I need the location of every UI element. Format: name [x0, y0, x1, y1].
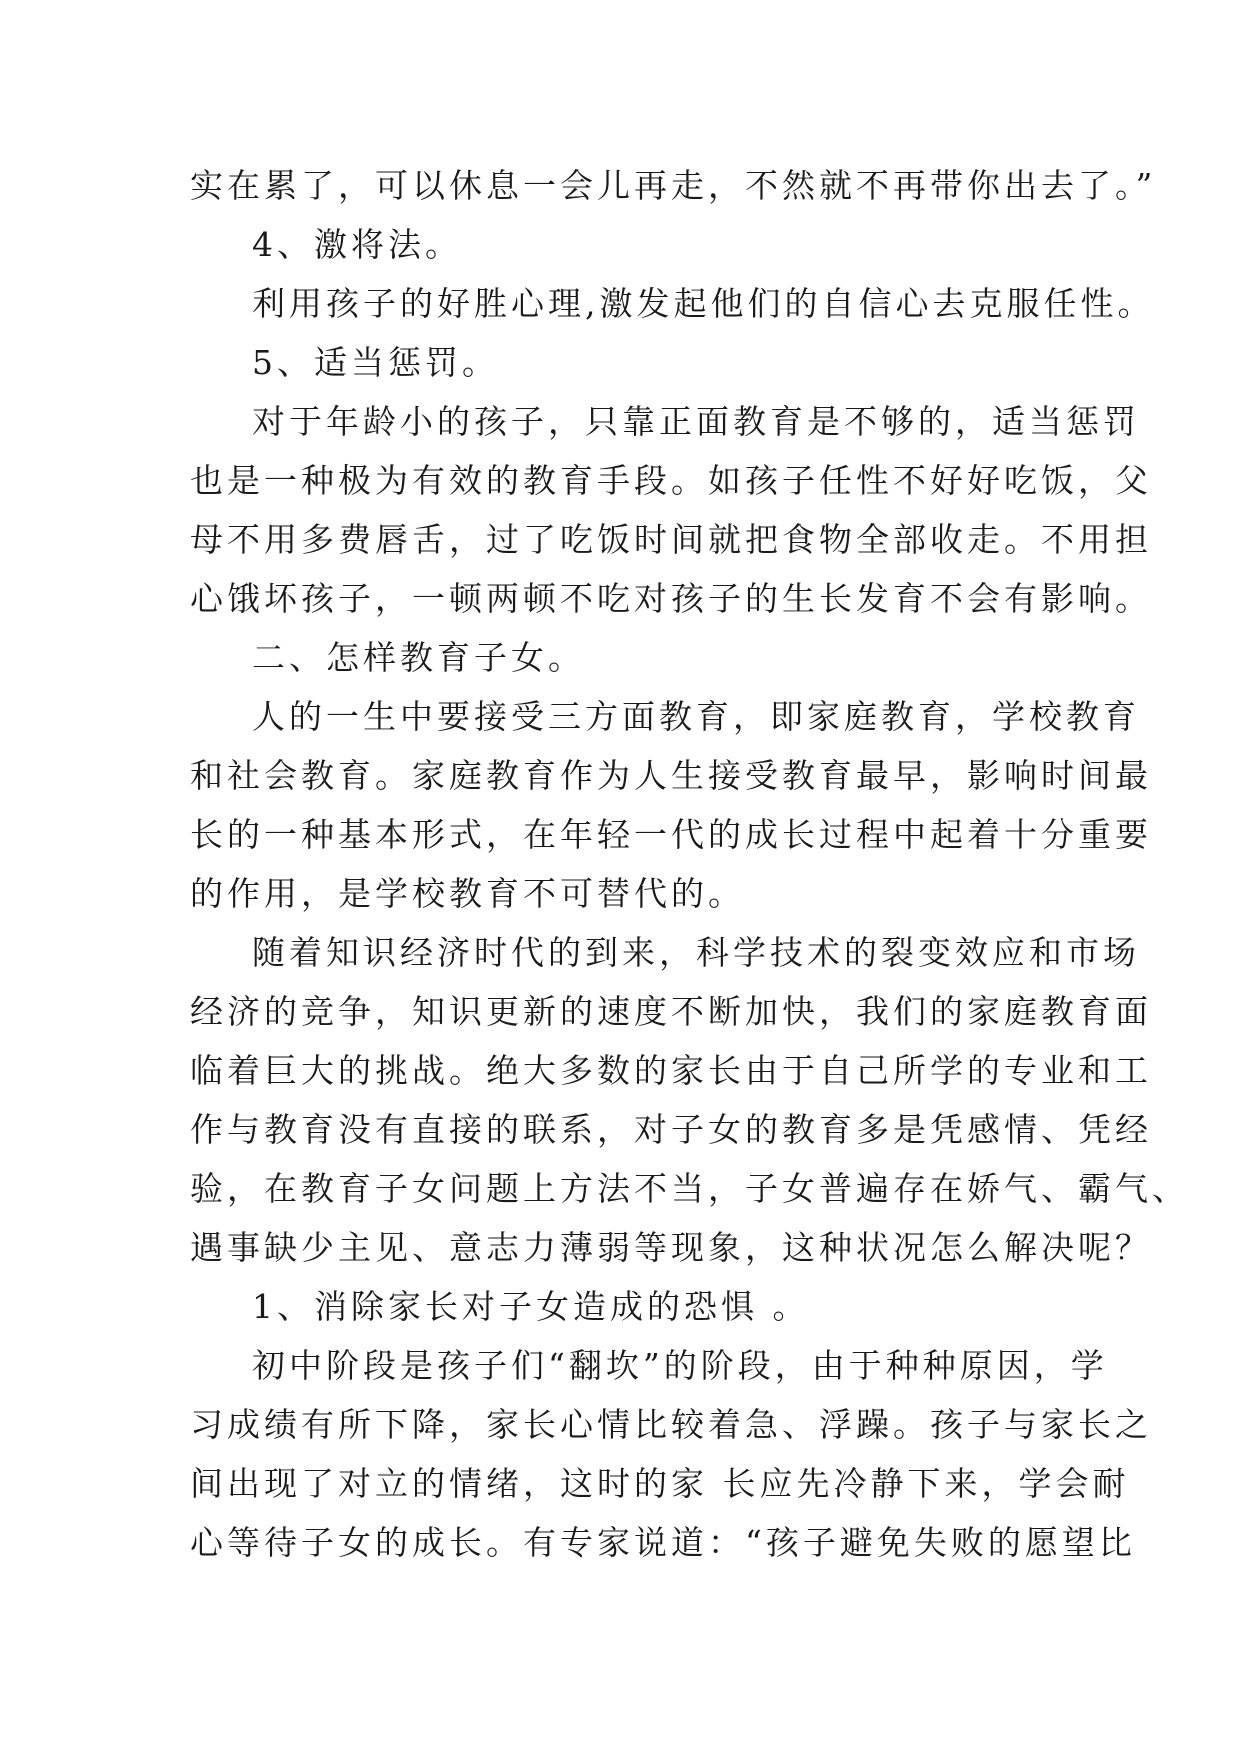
- text-line: 临着巨大的挑战。绝大多数的家长由于自己所学的专业和工: [190, 1051, 1152, 1090]
- text-line: 习成绩有所下降，家长心情比较着急、浮躁。孩子与家长之: [190, 1405, 1152, 1444]
- text-line: 随着知识经济时代的到来，科学技术的裂变效应和市场: [252, 933, 1140, 972]
- text-line: 实在累了，可以休息一会儿再走，不然就不再带你出去了。”: [190, 166, 1157, 205]
- text-line: 初中阶段是孩子们“翻坎”的阶段，由于种种原因，学: [252, 1346, 1108, 1385]
- text-line: 经济的竞争，知识更新的速度不断加快，我们的家庭教育面: [190, 992, 1152, 1031]
- text-line: 母不用多费唇舌，过了吃饭时间就把食物全部收走。不用担: [190, 520, 1152, 559]
- text-line: 利用孩子的好胜心理,激发起他们的自信心去克服任性。: [252, 284, 1155, 323]
- text-line: 人的一生中要接受三方面教育，即家庭教育，学校教育: [252, 697, 1140, 736]
- text-line: 心等待子女的成长。有专家说道：“孩子避免失败的愿望比: [190, 1523, 1136, 1562]
- section-heading: 4、激将法。: [252, 225, 462, 264]
- text-line: 对于年龄小的孩子，只靠正面教育是不够的，适当惩罚: [252, 402, 1140, 441]
- text-line: 间出现了对立的情绪，这时的家 长应先冷静下来，学会耐: [190, 1464, 1130, 1503]
- text-line: 也是一种极为有效的教育手段。如孩子任性不好好吃饭，父: [190, 461, 1152, 500]
- section-heading: 5、适当惩罚。: [252, 343, 499, 382]
- text-line: 验，在教育子女问题上方法不当，子女普遍存在娇气、霸气、: [190, 1169, 1189, 1208]
- text-line: 和社会教育。家庭教育作为人生接受教育最早，影响时间最: [190, 756, 1152, 795]
- text-line: 遇事缺少主见、意志力薄弱等现象，这种状况怎么解决呢？: [190, 1228, 1152, 1267]
- section-heading: 1、消除家长对子女造成的恐惧 。: [252, 1287, 810, 1326]
- section-heading: 二、怎样教育子女。: [252, 638, 585, 677]
- text-line: 心饿坏孩子，一顿两顿不吃对孩子的生长发育不会有影响。: [190, 579, 1152, 618]
- text-line: 长的一种基本形式，在年轻一代的成长过程中起着十分重要: [190, 815, 1152, 854]
- text-line: 的作用，是学校教育不可替代的。: [190, 874, 745, 913]
- text-line: 作与教育没有直接的联系，对子女的教育多是凭感情、凭经: [190, 1110, 1152, 1149]
